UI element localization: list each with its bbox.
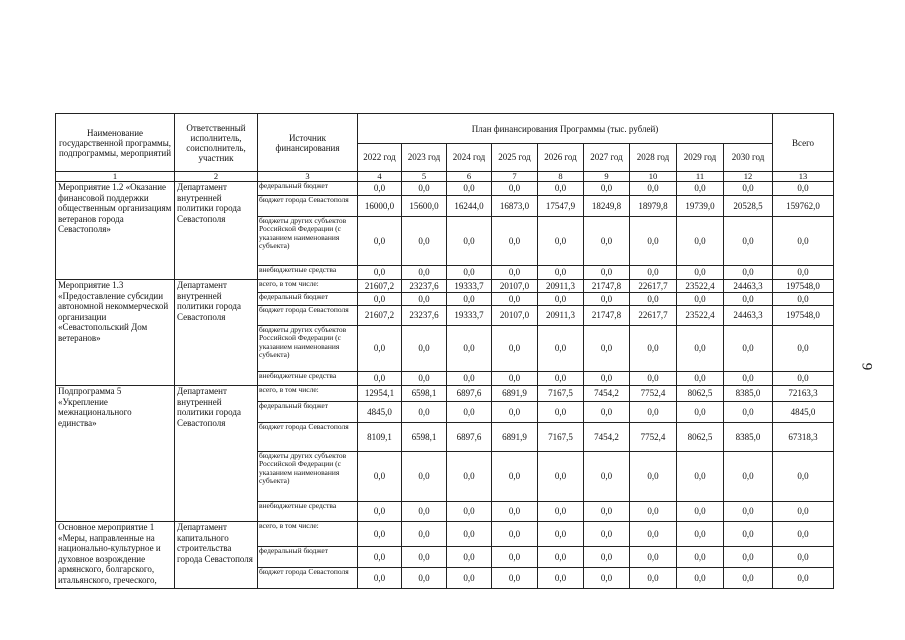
year-value: 0,0 [538, 182, 584, 196]
year-value: 19333,7 [447, 306, 492, 326]
year-value: 0,0 [677, 452, 724, 502]
funding-source: бюджет города Севастополя [258, 196, 358, 217]
funding-source: всего, в том числе: [258, 522, 358, 547]
year-value: 0,0 [538, 266, 584, 280]
year-value: 0,0 [584, 293, 630, 306]
year-value: 0,0 [402, 568, 447, 589]
year-value: 23237,6 [402, 306, 447, 326]
table-row [56, 280, 834, 293]
column-number: 3 [258, 172, 358, 182]
header-year: 2029 год [677, 144, 724, 172]
column-number: 6 [447, 172, 492, 182]
year-value: 0,0 [677, 372, 724, 386]
funding-source: бюджет города Севастополя [258, 423, 358, 452]
year-value: 0,0 [724, 402, 773, 423]
year-value: 0,0 [358, 266, 402, 280]
year-value: 8385,0 [724, 386, 773, 402]
year-value: 0,0 [584, 217, 630, 266]
funding-source: федеральный бюджет [258, 402, 358, 423]
column-number: 11 [677, 172, 724, 182]
year-value: 6897,6 [447, 423, 492, 452]
year-value: 6891,9 [492, 386, 538, 402]
year-value: 20911,3 [538, 280, 584, 293]
year-value: 0,0 [584, 326, 630, 372]
year-value: 0,0 [402, 452, 447, 502]
year-value: 0,0 [677, 266, 724, 280]
year-value: 22617,7 [630, 306, 677, 326]
year-value: 7752,4 [630, 423, 677, 452]
executor: Департамент внутренней политики города Севастополя [175, 182, 258, 280]
year-value: 8062,5 [677, 423, 724, 452]
year-value: 0,0 [447, 266, 492, 280]
year-value: 0,0 [492, 372, 538, 386]
year-value: 0,0 [584, 182, 630, 196]
year-value: 0,0 [538, 293, 584, 306]
year-value: 0,0 [677, 522, 724, 547]
funding-source: всего, в том числе: [258, 280, 358, 293]
year-value: 0,0 [630, 293, 677, 306]
year-value: 0,0 [724, 547, 773, 568]
year-value: 16244,0 [447, 196, 492, 217]
year-value: 0,0 [358, 547, 402, 568]
year-value: 0,0 [630, 568, 677, 589]
year-value: 0,0 [447, 402, 492, 423]
year-value: 0,0 [538, 326, 584, 372]
year-value: 0,0 [492, 547, 538, 568]
total-value: 0,0 [773, 266, 834, 280]
year-value: 0,0 [677, 547, 724, 568]
total-value: 0,0 [773, 502, 834, 522]
funding-source: бюджет города Севастополя [258, 568, 358, 589]
header-year: 2030 год [724, 144, 773, 172]
year-value: 20911,3 [538, 306, 584, 326]
year-value: 20107,0 [492, 306, 538, 326]
activity-name: Мероприятие 1.2 «Оказание финансовой поддержки общественным организациям ветеранов города Севастополя» [56, 182, 175, 280]
year-value: 7752,4 [630, 386, 677, 402]
year-value: 0,0 [402, 402, 447, 423]
header-year: 2025 год [492, 144, 538, 172]
table-row [56, 386, 834, 402]
year-value: 0,0 [358, 502, 402, 522]
year-value: 0,0 [630, 217, 677, 266]
year-value: 0,0 [358, 326, 402, 372]
year-value: 0,0 [584, 372, 630, 386]
year-value: 21607,2 [358, 280, 402, 293]
header-year: 2027 год [584, 144, 630, 172]
header-name: Наименование государственной программы, подпрограммы, мероприятий [56, 114, 175, 172]
year-value: 0,0 [724, 266, 773, 280]
total-value: 0,0 [773, 547, 834, 568]
total-value: 159762,0 [773, 196, 834, 217]
year-value: 0,0 [630, 182, 677, 196]
year-value: 0,0 [724, 452, 773, 502]
year-value: 0,0 [538, 568, 584, 589]
year-value: 0,0 [630, 402, 677, 423]
year-value: 0,0 [630, 326, 677, 372]
year-value: 0,0 [538, 547, 584, 568]
year-value: 19739,0 [677, 196, 724, 217]
year-value: 21607,2 [358, 306, 402, 326]
year-value: 0,0 [358, 293, 402, 306]
year-value: 0,0 [584, 547, 630, 568]
year-value: 0,0 [677, 568, 724, 589]
total-value: 67318,3 [773, 423, 834, 452]
year-value: 0,0 [402, 182, 447, 196]
year-value: 22617,7 [630, 280, 677, 293]
year-value: 6598,1 [402, 423, 447, 452]
funding-source: бюджеты других субъектов Российской Федерации (с указанием наименования субъекта) [258, 452, 358, 502]
funding-source: внебюджетные средства [258, 266, 358, 280]
year-value: 0,0 [724, 372, 773, 386]
year-value: 21747,8 [584, 306, 630, 326]
total-value: 0,0 [773, 452, 834, 502]
column-number: 4 [358, 172, 402, 182]
activity-name: Мероприятие 1.3 «Предоставление субсидии автономной некоммерческой организации «Севастопольский Дом ветеранов» [56, 280, 175, 386]
year-value: 18249,8 [584, 196, 630, 217]
year-value: 0,0 [447, 182, 492, 196]
year-value: 0,0 [402, 326, 447, 372]
funding-source: всего, в том числе: [258, 386, 358, 402]
year-value: 0,0 [677, 402, 724, 423]
funding-source: бюджеты других субъектов Российской Федерации (с указанием наименования субъекта) [258, 326, 358, 372]
year-value: 23522,4 [677, 306, 724, 326]
year-value: 0,0 [447, 452, 492, 502]
year-value: 21747,8 [584, 280, 630, 293]
year-value: 0,0 [447, 522, 492, 547]
header-executor: Ответственный исполнитель, соисполнитель, участник [175, 114, 258, 172]
executor: Департамент внутренней политики города Севастополя [175, 386, 258, 522]
year-value: 6891,9 [492, 423, 538, 452]
year-value: 15600,0 [402, 196, 447, 217]
year-value: 0,0 [724, 568, 773, 589]
page-number: 9 [858, 362, 875, 371]
year-value: 0,0 [630, 522, 677, 547]
financing-table [55, 113, 834, 589]
year-value: 8062,5 [677, 386, 724, 402]
year-value: 0,0 [538, 372, 584, 386]
year-value: 4845,0 [358, 402, 402, 423]
year-value: 0,0 [538, 502, 584, 522]
year-value: 0,0 [447, 568, 492, 589]
year-value: 0,0 [358, 182, 402, 196]
year-value: 0,0 [358, 452, 402, 502]
funding-source: федеральный бюджет [258, 182, 358, 196]
year-value: 8385,0 [724, 423, 773, 452]
total-value: 0,0 [773, 372, 834, 386]
year-value: 0,0 [630, 502, 677, 522]
year-value: 0,0 [492, 326, 538, 372]
year-value: 7167,5 [538, 386, 584, 402]
total-value: 0,0 [773, 568, 834, 589]
column-number: 8 [538, 172, 584, 182]
year-value: 0,0 [677, 502, 724, 522]
year-value: 0,0 [492, 182, 538, 196]
year-value: 17547,9 [538, 196, 584, 217]
year-value: 0,0 [358, 568, 402, 589]
year-value: 12954,1 [358, 386, 402, 402]
year-value: 0,0 [447, 372, 492, 386]
column-number: 9 [584, 172, 630, 182]
year-value: 20107,0 [492, 280, 538, 293]
header-plan: План финансирования Программы (тыс. рублей) [358, 114, 773, 144]
funding-source: федеральный бюджет [258, 293, 358, 306]
year-value: 0,0 [584, 502, 630, 522]
column-number: 7 [492, 172, 538, 182]
year-value: 0,0 [584, 452, 630, 502]
year-value: 0,0 [447, 502, 492, 522]
year-value: 0,0 [447, 293, 492, 306]
year-value: 0,0 [677, 326, 724, 372]
year-value: 0,0 [402, 502, 447, 522]
total-value: 197548,0 [773, 306, 834, 326]
header-year: 2022 год [358, 144, 402, 172]
total-value: 0,0 [773, 522, 834, 547]
year-value: 0,0 [402, 293, 447, 306]
total-value: 0,0 [773, 182, 834, 196]
year-value: 0,0 [724, 217, 773, 266]
year-value: 0,0 [492, 452, 538, 502]
total-value: 0,0 [773, 326, 834, 372]
column-number: 10 [630, 172, 677, 182]
year-value: 7167,5 [538, 423, 584, 452]
year-value: 0,0 [584, 402, 630, 423]
activity-name: Подпрограмма 5 «Укрепление межнационального единства» [56, 386, 175, 522]
header-year: 2023 год [402, 144, 447, 172]
year-value: 23522,4 [677, 280, 724, 293]
year-value: 0,0 [677, 217, 724, 266]
year-value: 0,0 [538, 217, 584, 266]
year-value: 0,0 [402, 547, 447, 568]
year-value: 0,0 [358, 372, 402, 386]
year-value: 0,0 [492, 568, 538, 589]
year-value: 23237,6 [402, 280, 447, 293]
year-value: 16873,0 [492, 196, 538, 217]
total-value: 197548,0 [773, 280, 834, 293]
year-value: 0,0 [402, 522, 447, 547]
year-value: 6897,6 [447, 386, 492, 402]
year-value: 0,0 [538, 402, 584, 423]
funding-source: федеральный бюджет [258, 547, 358, 568]
year-value: 0,0 [584, 568, 630, 589]
year-value: 16000,0 [358, 196, 402, 217]
funding-source: внебюджетные средства [258, 502, 358, 522]
year-value: 0,0 [358, 522, 402, 547]
year-value: 7454,2 [584, 423, 630, 452]
executor: Департамент внутренней политики города Севастополя [175, 280, 258, 386]
year-value: 0,0 [492, 402, 538, 423]
activity-name: Основное мероприятие 1 «Меры, направленные на национально-культурное и духовное возрождение армянского, болгарского, итальянского, греческого, [56, 522, 175, 589]
year-value: 0,0 [447, 326, 492, 372]
header-source: Источник финансирования [258, 114, 358, 172]
column-number: 5 [402, 172, 447, 182]
year-value: 0,0 [630, 452, 677, 502]
year-value: 8109,1 [358, 423, 402, 452]
table-row [56, 182, 834, 196]
header-year: 2024 год [447, 144, 492, 172]
year-value: 24463,3 [724, 280, 773, 293]
year-value: 0,0 [724, 182, 773, 196]
funding-source: бюджеты других субъектов Российской Федерации (с указанием наименования субъекта) [258, 217, 358, 266]
year-value: 0,0 [677, 293, 724, 306]
column-number: 12 [724, 172, 773, 182]
year-value: 0,0 [724, 522, 773, 547]
year-value: 0,0 [447, 547, 492, 568]
year-value: 0,0 [402, 266, 447, 280]
year-value: 0,0 [402, 217, 447, 266]
year-value: 0,0 [447, 217, 492, 266]
year-value: 0,0 [724, 326, 773, 372]
year-value: 0,0 [630, 266, 677, 280]
total-value: 0,0 [773, 217, 834, 266]
header-total: Всего [773, 114, 834, 172]
total-value: 0,0 [773, 293, 834, 306]
year-value: 6598,1 [402, 386, 447, 402]
year-value: 7454,2 [584, 386, 630, 402]
year-value: 24463,3 [724, 306, 773, 326]
year-value: 0,0 [492, 217, 538, 266]
column-number: 13 [773, 172, 834, 182]
year-value: 0,0 [538, 452, 584, 502]
year-value: 20528,5 [724, 196, 773, 217]
column-number: 2 [175, 172, 258, 182]
header-year: 2028 год [630, 144, 677, 172]
year-value: 0,0 [358, 217, 402, 266]
total-value: 72163,3 [773, 386, 834, 402]
executor: Департамент капитального строительства города Севастополя [175, 522, 258, 589]
funding-source: бюджет города Севастополя [258, 306, 358, 326]
year-value: 0,0 [584, 266, 630, 280]
year-value: 19333,7 [447, 280, 492, 293]
header-year: 2026 год [538, 144, 584, 172]
year-value: 0,0 [630, 547, 677, 568]
year-value: 0,0 [630, 372, 677, 386]
column-number: 1 [56, 172, 175, 182]
year-value: 0,0 [492, 522, 538, 547]
year-value: 0,0 [492, 502, 538, 522]
year-value: 0,0 [724, 502, 773, 522]
year-value: 0,0 [492, 266, 538, 280]
total-value: 4845,0 [773, 402, 834, 423]
year-value: 18979,8 [630, 196, 677, 217]
year-value: 0,0 [724, 293, 773, 306]
year-value: 0,0 [402, 372, 447, 386]
funding-source: внебюджетные средства [258, 372, 358, 386]
year-value: 0,0 [677, 182, 724, 196]
year-value: 0,0 [584, 522, 630, 547]
year-value: 0,0 [538, 522, 584, 547]
table-row [56, 522, 834, 547]
year-value: 0,0 [492, 293, 538, 306]
